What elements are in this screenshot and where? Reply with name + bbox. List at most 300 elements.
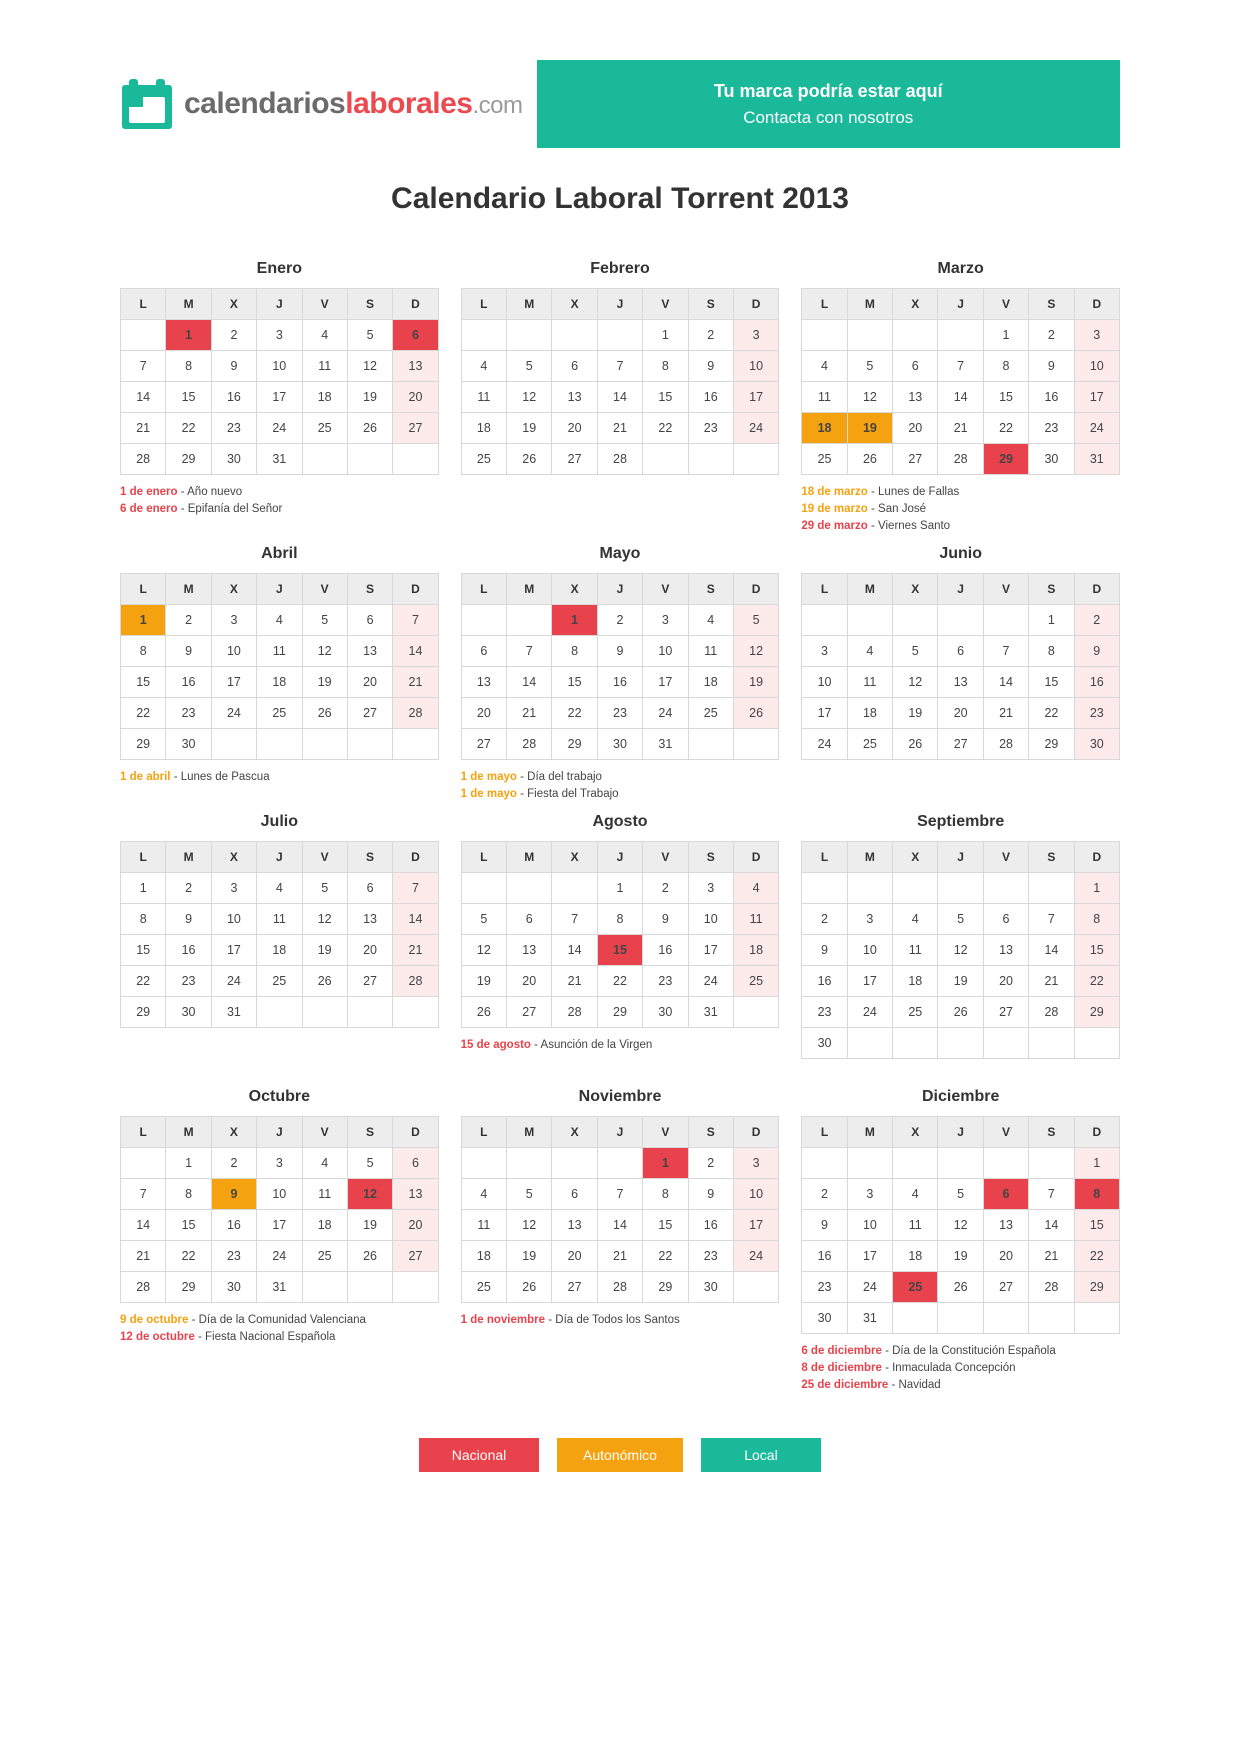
- day-cell: 2: [688, 1148, 733, 1179]
- day-cell: 19: [507, 413, 552, 444]
- holiday-note-text: - Inmaculada Concepción: [885, 1362, 1016, 1374]
- month-name: Octubre: [248, 1088, 310, 1105]
- day-cell: 2: [211, 320, 256, 351]
- weekday-header: V: [643, 289, 688, 320]
- week-row: [802, 997, 1120, 1028]
- day-cell: 17: [643, 667, 688, 698]
- day-cell: 18: [802, 413, 847, 444]
- day-cell: 18: [302, 382, 347, 413]
- day-cell: 21: [597, 413, 642, 444]
- site-logo[interactable]: [120, 60, 523, 148]
- day-cell: 18: [302, 1210, 347, 1241]
- day-cell: 21: [393, 667, 438, 698]
- weekday-header-row: [802, 1117, 1120, 1148]
- day-cell: 11: [302, 1179, 347, 1210]
- empty-cell: [893, 1148, 938, 1179]
- day-cell: 2: [1029, 320, 1074, 351]
- empty-cell: [847, 873, 892, 904]
- weekday-header-row: [802, 574, 1120, 605]
- day-cell: 17: [847, 1241, 892, 1272]
- week-row: [121, 636, 439, 667]
- day-cell: 14: [121, 1210, 166, 1241]
- day-cell: 10: [847, 1210, 892, 1241]
- day-cell: 2: [211, 1148, 256, 1179]
- week-row: [802, 320, 1120, 351]
- day-cell: 14: [552, 935, 597, 966]
- empty-cell: [1074, 1028, 1119, 1059]
- week-row: [802, 1210, 1120, 1241]
- weekday-header: J: [597, 289, 642, 320]
- month-notes: [801, 1068, 1120, 1078]
- day-cell: 7: [1029, 1179, 1074, 1210]
- weekday-header: L: [461, 289, 506, 320]
- day-cell: 27: [507, 997, 552, 1028]
- weekday-header: J: [597, 842, 642, 873]
- empty-cell: [121, 1148, 166, 1179]
- day-cell: 7: [552, 904, 597, 935]
- day-cell: 7: [121, 351, 166, 382]
- week-row: [461, 935, 779, 966]
- week-row: [802, 667, 1120, 698]
- weekday-header: M: [507, 574, 552, 605]
- day-cell: 3: [847, 904, 892, 935]
- weekday-header: X: [211, 1117, 256, 1148]
- day-cell: 27: [983, 997, 1028, 1028]
- day-cell: 25: [461, 444, 506, 475]
- day-cell: 6: [507, 904, 552, 935]
- empty-cell: [938, 1303, 983, 1334]
- weekday-header: L: [121, 1117, 166, 1148]
- day-cell: 31: [257, 444, 302, 475]
- day-cell: 24: [211, 698, 256, 729]
- day-cell: 9: [802, 1210, 847, 1241]
- weekday-header: S: [1029, 842, 1074, 873]
- day-cell: 25: [893, 997, 938, 1028]
- day-cell: 8: [552, 636, 597, 667]
- month-notes: [801, 1343, 1120, 1394]
- day-cell: 5: [893, 636, 938, 667]
- day-cell: 16: [166, 935, 211, 966]
- day-cell: 27: [983, 1272, 1028, 1303]
- weekday-header: V: [983, 574, 1028, 605]
- months-grid: [0, 260, 1240, 1404]
- day-cell: 2: [802, 904, 847, 935]
- day-cell: 6: [393, 320, 438, 351]
- week-row: [461, 997, 779, 1028]
- weekday-header: J: [257, 574, 302, 605]
- day-cell: 22: [166, 1241, 211, 1272]
- day-cell: 12: [847, 382, 892, 413]
- empty-cell: [1029, 1148, 1074, 1179]
- day-cell: 22: [121, 966, 166, 997]
- day-cell: 26: [347, 413, 392, 444]
- weekday-header: S: [347, 1117, 392, 1148]
- day-cell: 24: [802, 729, 847, 760]
- empty-cell: [983, 873, 1028, 904]
- page-header: [0, 0, 1240, 148]
- day-cell: 23: [688, 1241, 733, 1272]
- day-cell: 4: [257, 873, 302, 904]
- day-cell: 2: [688, 320, 733, 351]
- day-cell: 13: [552, 1210, 597, 1241]
- week-row: [121, 1179, 439, 1210]
- weekday-header-row: [461, 289, 779, 320]
- week-row: [121, 1272, 439, 1303]
- week-row: [802, 1241, 1120, 1272]
- day-cell: 12: [733, 636, 778, 667]
- day-cell: 29: [552, 729, 597, 760]
- day-cell: 27: [393, 1241, 438, 1272]
- week-row: [802, 413, 1120, 444]
- month-notes: [120, 484, 439, 518]
- day-cell: 14: [507, 667, 552, 698]
- month-block: [461, 1088, 780, 1394]
- day-cell: 22: [121, 698, 166, 729]
- day-cell: 24: [847, 997, 892, 1028]
- day-cell: 4: [893, 904, 938, 935]
- day-cell: 11: [893, 1210, 938, 1241]
- day-cell: 26: [302, 698, 347, 729]
- day-cell: 25: [257, 966, 302, 997]
- day-cell: 24: [211, 966, 256, 997]
- day-cell: 25: [847, 729, 892, 760]
- weekday-header: L: [802, 289, 847, 320]
- day-cell: 2: [802, 1179, 847, 1210]
- empty-cell: [393, 1272, 438, 1303]
- day-cell: 3: [688, 873, 733, 904]
- holiday-note: [461, 1312, 780, 1329]
- day-cell: 3: [211, 873, 256, 904]
- empty-cell: [893, 320, 938, 351]
- day-cell: 9: [802, 935, 847, 966]
- empty-cell: [938, 320, 983, 351]
- day-cell: 7: [597, 351, 642, 382]
- day-cell: 28: [938, 444, 983, 475]
- day-cell: 9: [1074, 636, 1119, 667]
- day-cell: 1: [166, 1148, 211, 1179]
- weekday-header-row: [461, 574, 779, 605]
- day-cell: 18: [847, 698, 892, 729]
- weekday-header: X: [893, 1117, 938, 1148]
- day-cell: 1: [1029, 605, 1074, 636]
- empty-cell: [302, 1272, 347, 1303]
- weekday-header-row: [802, 289, 1120, 320]
- weekday-header: X: [893, 574, 938, 605]
- day-cell: 23: [1074, 698, 1119, 729]
- month-block: [461, 545, 780, 803]
- day-cell: 15: [643, 382, 688, 413]
- day-cell: 12: [302, 636, 347, 667]
- weekday-header: X: [211, 574, 256, 605]
- day-cell: 19: [938, 966, 983, 997]
- week-row: [461, 320, 779, 351]
- day-cell: 23: [802, 997, 847, 1028]
- day-cell: 11: [733, 904, 778, 935]
- day-cell: 29: [1074, 997, 1119, 1028]
- weekday-header: L: [461, 842, 506, 873]
- day-cell: 12: [507, 1210, 552, 1241]
- day-cell: 27: [552, 444, 597, 475]
- day-cell: 13: [893, 382, 938, 413]
- empty-cell: [802, 873, 847, 904]
- day-cell: 25: [302, 413, 347, 444]
- weekday-header: S: [347, 574, 392, 605]
- day-cell: 15: [552, 667, 597, 698]
- holiday-note-date: 8 de diciembre: [801, 1362, 882, 1374]
- holiday-note-date: 9 de octubre: [120, 1314, 189, 1326]
- holiday-note-date: 1 de noviembre: [460, 1314, 546, 1326]
- month-notes: [461, 769, 780, 803]
- weekday-header: X: [893, 842, 938, 873]
- holiday-note-date: 25 de diciembre: [801, 1379, 889, 1391]
- day-cell: 31: [643, 729, 688, 760]
- weekday-header: S: [688, 1117, 733, 1148]
- holiday-note: [801, 501, 1120, 518]
- legend-item-nac[interactable]: Nacional: [419, 1438, 539, 1472]
- day-cell: 3: [802, 636, 847, 667]
- week-row: [802, 873, 1120, 904]
- day-cell: 30: [802, 1303, 847, 1334]
- day-cell: 27: [461, 729, 506, 760]
- holiday-note-text: - Día del trabajo: [520, 771, 602, 783]
- weekday-header: S: [1029, 1117, 1074, 1148]
- holiday-note-text: - Lunes de Fallas: [871, 486, 960, 498]
- day-cell: 26: [733, 698, 778, 729]
- empty-cell: [802, 605, 847, 636]
- month-table: [801, 288, 1120, 475]
- week-row: [121, 1241, 439, 1272]
- day-cell: 11: [847, 667, 892, 698]
- day-cell: 20: [393, 382, 438, 413]
- holiday-note-text: - Año nuevo: [180, 486, 243, 498]
- logo-text-part1: calendarios: [184, 87, 346, 120]
- day-cell: 30: [166, 729, 211, 760]
- day-cell: 15: [1074, 1210, 1119, 1241]
- day-cell: 7: [393, 873, 438, 904]
- weekday-header: L: [802, 842, 847, 873]
- holiday-note: [801, 1377, 1120, 1394]
- holiday-note: [120, 1312, 439, 1329]
- day-cell: 21: [121, 413, 166, 444]
- day-cell: 29: [597, 997, 642, 1028]
- weekday-header: D: [393, 289, 438, 320]
- day-cell: 13: [393, 1179, 438, 1210]
- day-cell: 24: [257, 1241, 302, 1272]
- day-cell: 10: [688, 904, 733, 935]
- day-cell: 5: [847, 351, 892, 382]
- day-cell: 21: [393, 935, 438, 966]
- day-cell: 30: [211, 444, 256, 475]
- day-cell: 30: [211, 1272, 256, 1303]
- day-cell: 11: [302, 351, 347, 382]
- day-cell: 2: [643, 873, 688, 904]
- holiday-note: [461, 769, 780, 786]
- month-notes: [461, 1037, 780, 1054]
- holiday-note: [461, 1037, 780, 1054]
- day-cell: 26: [938, 1272, 983, 1303]
- week-row: [461, 729, 779, 760]
- empty-cell: [643, 444, 688, 475]
- ad-banner-subline: Contacta con nosotros: [743, 107, 914, 127]
- day-cell: 20: [393, 1210, 438, 1241]
- day-cell: 8: [983, 351, 1028, 382]
- day-cell: 12: [461, 935, 506, 966]
- day-cell: 17: [211, 935, 256, 966]
- day-cell: 1: [121, 873, 166, 904]
- month-name: Julio: [260, 813, 298, 830]
- day-cell: 27: [938, 729, 983, 760]
- empty-cell: [597, 320, 642, 351]
- weekday-header: M: [847, 1117, 892, 1148]
- day-cell: 20: [347, 667, 392, 698]
- month-table: [461, 288, 780, 475]
- day-cell: 18: [257, 667, 302, 698]
- day-cell: 5: [507, 1179, 552, 1210]
- empty-cell: [847, 605, 892, 636]
- weekday-header: L: [461, 1117, 506, 1148]
- day-cell: 1: [1074, 1148, 1119, 1179]
- week-row: [461, 444, 779, 475]
- day-cell: 17: [211, 667, 256, 698]
- month-block: [461, 260, 780, 535]
- empty-cell: [211, 729, 256, 760]
- day-cell: 6: [552, 1179, 597, 1210]
- day-cell: 25: [733, 966, 778, 997]
- day-cell: 30: [688, 1272, 733, 1303]
- day-cell: 28: [393, 966, 438, 997]
- holiday-note-text: - Epifanía del Señor: [180, 503, 283, 515]
- week-row: [121, 904, 439, 935]
- day-cell: 1: [1074, 873, 1119, 904]
- day-cell: 31: [211, 997, 256, 1028]
- day-cell: 15: [121, 935, 166, 966]
- day-cell: 30: [166, 997, 211, 1028]
- day-cell: 26: [847, 444, 892, 475]
- month-name: Noviembre: [578, 1088, 662, 1105]
- day-cell: 19: [938, 1241, 983, 1272]
- weekday-header: X: [552, 842, 597, 873]
- day-cell: 1: [643, 1148, 688, 1179]
- day-cell: 18: [688, 667, 733, 698]
- day-cell: 10: [211, 636, 256, 667]
- week-row: [802, 698, 1120, 729]
- day-cell: 13: [347, 904, 392, 935]
- month-block: [801, 260, 1120, 535]
- day-cell: 22: [166, 413, 211, 444]
- day-cell: 1: [643, 320, 688, 351]
- day-cell: 6: [461, 636, 506, 667]
- day-cell: 20: [983, 966, 1028, 997]
- day-cell: 25: [893, 1272, 938, 1303]
- week-row: [802, 605, 1120, 636]
- holiday-note: [801, 1343, 1120, 1360]
- day-cell: 9: [211, 351, 256, 382]
- holiday-note: [120, 769, 439, 786]
- day-cell: 19: [302, 667, 347, 698]
- weekday-header: S: [688, 289, 733, 320]
- week-row: [461, 636, 779, 667]
- day-cell: 3: [733, 1148, 778, 1179]
- week-row: [802, 1179, 1120, 1210]
- day-cell: 4: [302, 1148, 347, 1179]
- weekday-header: M: [847, 574, 892, 605]
- day-cell: 19: [893, 698, 938, 729]
- weekday-header: V: [643, 1117, 688, 1148]
- day-cell: 14: [597, 1210, 642, 1241]
- day-cell: 16: [688, 382, 733, 413]
- day-cell: 7: [597, 1179, 642, 1210]
- day-cell: 5: [302, 873, 347, 904]
- day-cell: 23: [166, 698, 211, 729]
- week-row: [461, 351, 779, 382]
- month-notes: [801, 769, 1120, 779]
- day-cell: 12: [347, 351, 392, 382]
- month-table: [120, 1116, 439, 1303]
- day-cell: 14: [393, 636, 438, 667]
- holiday-note: [120, 1329, 439, 1346]
- day-cell: 23: [211, 413, 256, 444]
- day-cell: 25: [802, 444, 847, 475]
- day-cell: 15: [121, 667, 166, 698]
- day-cell: 9: [597, 636, 642, 667]
- day-cell: 20: [461, 698, 506, 729]
- day-cell: 20: [507, 966, 552, 997]
- day-cell: 13: [552, 382, 597, 413]
- day-cell: 27: [393, 413, 438, 444]
- empty-cell: [688, 444, 733, 475]
- day-cell: 3: [1074, 320, 1119, 351]
- day-cell: 29: [1074, 1272, 1119, 1303]
- day-cell: 14: [393, 904, 438, 935]
- weekday-header: D: [733, 1117, 778, 1148]
- ad-banner[interactable]: [537, 60, 1121, 148]
- week-row: [121, 605, 439, 636]
- weekday-header: D: [393, 842, 438, 873]
- legend-item-loc[interactable]: Local: [701, 1438, 821, 1472]
- weekday-header-row: [121, 1117, 439, 1148]
- day-cell: 28: [597, 444, 642, 475]
- day-cell: 16: [643, 935, 688, 966]
- day-cell: 26: [507, 444, 552, 475]
- month-name: Febrero: [590, 260, 650, 277]
- day-cell: 21: [983, 698, 1028, 729]
- weekday-header: M: [507, 289, 552, 320]
- weekday-header: X: [211, 289, 256, 320]
- weekday-header: J: [938, 842, 983, 873]
- day-cell: 14: [983, 667, 1028, 698]
- weekday-header-row: [121, 842, 439, 873]
- holiday-note: [801, 484, 1120, 501]
- weekday-header: V: [643, 574, 688, 605]
- empty-cell: [847, 320, 892, 351]
- day-cell: 30: [643, 997, 688, 1028]
- day-cell: 24: [257, 413, 302, 444]
- day-cell: 3: [257, 320, 302, 351]
- day-cell: 22: [643, 1241, 688, 1272]
- day-cell: 15: [1074, 935, 1119, 966]
- holiday-note-date: 29 de marzo: [801, 520, 868, 532]
- month-block: [801, 813, 1120, 1078]
- day-cell: 14: [121, 382, 166, 413]
- day-cell: 15: [643, 1210, 688, 1241]
- legend-item-aut[interactable]: Autonómico: [557, 1438, 683, 1472]
- weekday-header: J: [257, 842, 302, 873]
- day-cell: 17: [257, 382, 302, 413]
- empty-cell: [347, 729, 392, 760]
- empty-cell: [347, 444, 392, 475]
- day-cell: 10: [257, 1179, 302, 1210]
- day-cell: 10: [643, 636, 688, 667]
